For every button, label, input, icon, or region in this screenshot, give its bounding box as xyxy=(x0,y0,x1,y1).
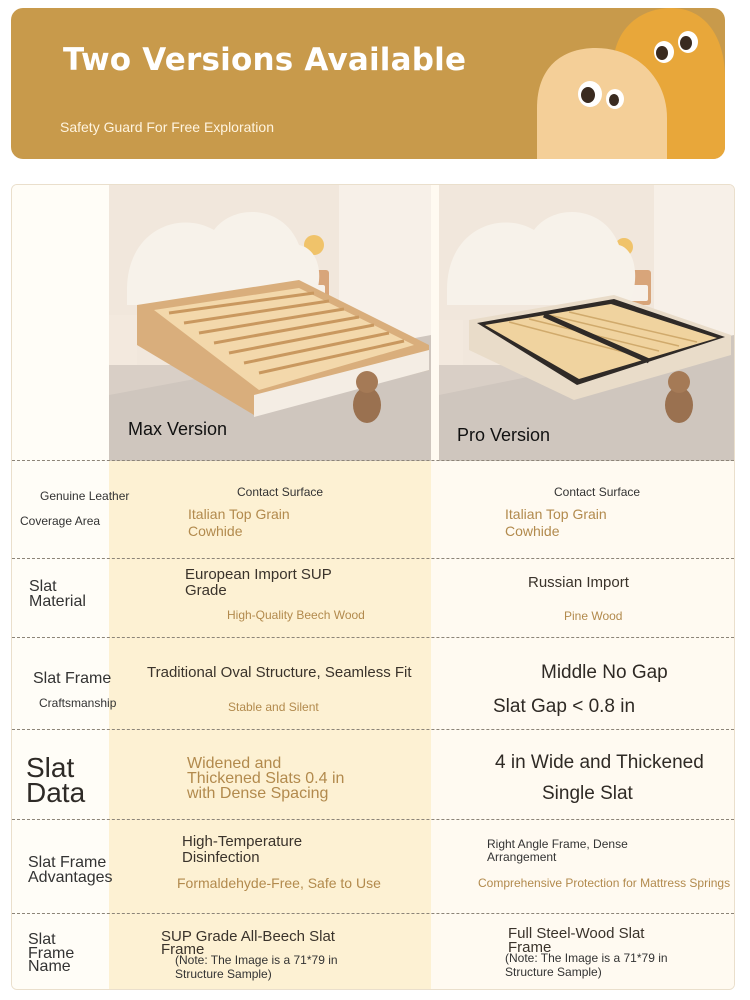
row-separator xyxy=(12,637,734,638)
pro-cell-detail: Italian Top Grain xyxy=(505,506,607,522)
row-separator xyxy=(12,819,734,820)
bed-photo-max xyxy=(109,185,431,461)
pro-cell-title: Full Steel-Wood Slat xyxy=(508,925,645,942)
pro-cell-title: Arrangement xyxy=(487,850,557,864)
pro-version-label: Pro Version xyxy=(457,425,551,445)
row-label: Genuine Leather xyxy=(40,489,130,503)
max-cell-title: Contact Surface xyxy=(237,485,324,499)
pro-cell-title: Contact Surface xyxy=(554,485,641,499)
pro-cell-title: Russian Import xyxy=(528,574,629,591)
pro-cell-title: Frame xyxy=(508,939,552,956)
row-label: Frame xyxy=(28,945,75,962)
max-cell-title: High-Temperature xyxy=(182,833,303,850)
row-label: Craftsmanship xyxy=(39,696,117,710)
header-banner xyxy=(11,8,725,159)
row-label: Slat Frame xyxy=(33,670,112,687)
max-cell-title: Disinfection xyxy=(182,849,260,866)
row-label: Advantages xyxy=(28,869,113,886)
pro-cell-title: Middle No Gap xyxy=(541,662,668,683)
row-label: Name xyxy=(28,958,71,975)
pro-cell-detail: Cowhide xyxy=(505,523,560,539)
peeking-blob-mascot-icon xyxy=(531,8,725,159)
row-label: Slat Frame xyxy=(28,854,107,871)
max-cell-note: (Note: The Image is a 71*79 in xyxy=(175,953,338,967)
pro-cell-title: Right Angle Frame, Dense xyxy=(487,837,628,851)
pro-cell-title: Single Slat xyxy=(542,783,633,804)
max-cell-detail: Formaldehyde-Free, Safe to Use xyxy=(177,875,381,891)
row-label: Slat xyxy=(26,752,75,783)
comparison-table xyxy=(11,184,735,990)
max-cell-detail: Widened and xyxy=(187,755,282,772)
max-cell-detail: Thickened Slats 0.4 in xyxy=(187,770,345,787)
row-separator xyxy=(12,913,734,914)
max-cell-title: Traditional Oval Structure, Seamless Fit xyxy=(147,664,412,681)
row-separator xyxy=(12,558,734,559)
bed-photo-pro xyxy=(439,185,734,461)
max-cell-title: European Import SUP xyxy=(185,566,332,583)
row-label: Coverage Area xyxy=(20,514,101,528)
pro-cell-note: (Note: The Image is a 71*79 in xyxy=(505,951,668,965)
max-cell-note: Structure Sample) xyxy=(175,967,272,981)
row-label: Material xyxy=(29,593,86,610)
row-separator xyxy=(12,460,734,461)
max-cell-title: Frame xyxy=(161,941,205,958)
pro-cell-detail: Pine Wood xyxy=(564,609,623,623)
pro-cell-detail: Comprehensive Protection for Mattress Springs xyxy=(478,876,731,890)
max-version-label: Max Version xyxy=(128,419,228,439)
max-cell-title: SUP Grade All-Beech Slat xyxy=(161,928,335,945)
row-label: Slat xyxy=(29,578,57,595)
max-cell-detail: Italian Top Grain xyxy=(188,506,290,522)
max-cell-detail: Stable and Silent xyxy=(228,700,319,714)
pro-cell-note: Structure Sample) xyxy=(505,965,602,979)
max-cell-detail: with Dense Spacing xyxy=(187,785,329,802)
banner-title: Two Versions Available xyxy=(63,42,467,78)
max-cell-title: Grade xyxy=(185,582,227,599)
max-cell-detail: High-Quality Beech Wood xyxy=(227,608,365,622)
pro-cell-title: 4 in Wide and Thickened xyxy=(495,752,704,773)
banner-subtitle: Safety Guard For Free Exploration xyxy=(60,119,274,135)
row-label: Slat xyxy=(28,931,56,948)
row-separator xyxy=(12,729,734,730)
row-label: Data xyxy=(26,777,86,808)
max-cell-detail: Cowhide xyxy=(188,523,243,539)
pro-cell-detail: Slat Gap < 0.8 in xyxy=(493,696,636,717)
